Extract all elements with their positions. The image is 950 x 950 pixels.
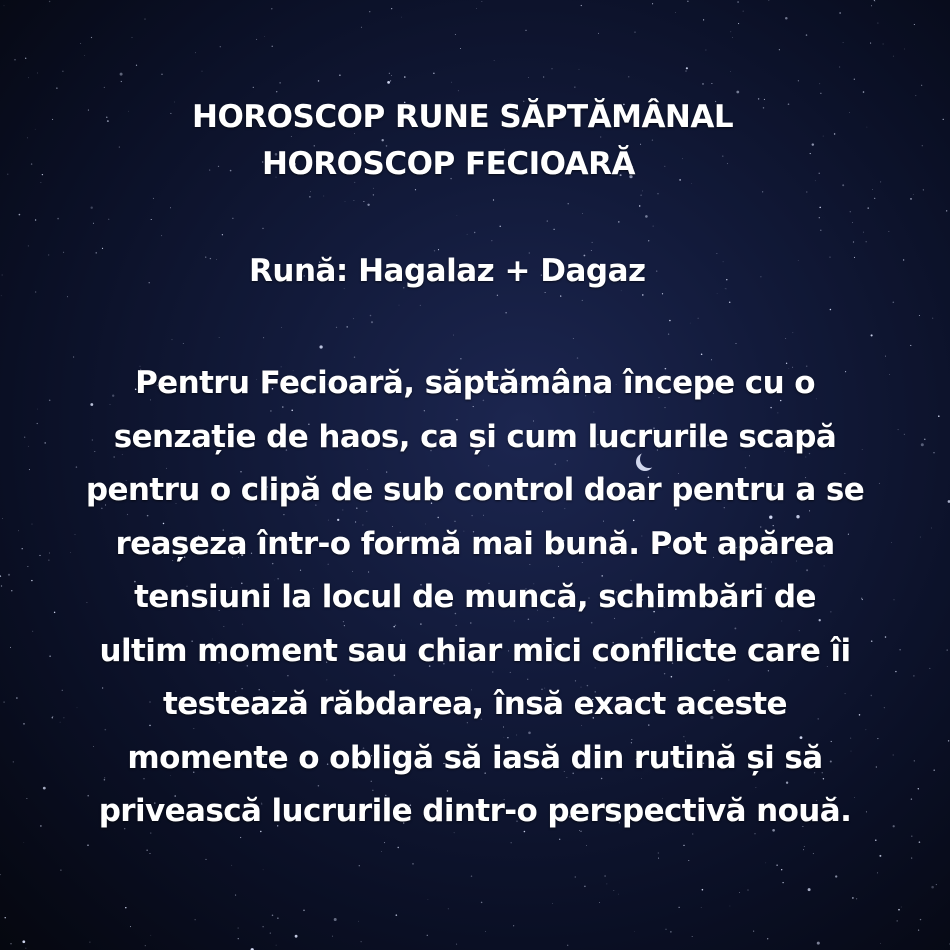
body-line: testează răbdarea, însă exact aceste bbox=[163, 686, 787, 722]
body-line: privească lucrurile dintr-o perspectivă nouă. bbox=[98, 793, 852, 829]
body-line: momente o obligă să iasă din rutină și să bbox=[127, 739, 823, 776]
title-line-1: HOROSCOP RUNE SĂPTĂMÂNAL bbox=[192, 99, 734, 135]
body-line: pentru o clipă de sub control doar pentru a se bbox=[85, 472, 865, 508]
title-line-2: HOROSCOP FECIOARĂ bbox=[262, 146, 635, 182]
body-line: Pentru Fecioară, săptămâna începe cu o bbox=[135, 365, 815, 401]
body-line: ultim moment sau chiar mici conflicte care îi bbox=[99, 632, 851, 669]
horoscope-body bbox=[20, 357, 930, 839]
rune-label: Rună: Hagalaz + Dagaz bbox=[249, 253, 646, 289]
body-line: reașeza într-o formă mai bună. Pot apărea bbox=[115, 525, 835, 562]
body-line: tensiuni la locul de muncă, schimbări de bbox=[134, 579, 816, 615]
body-line: senzație de haos, ca și cum lucrurile scapă bbox=[113, 418, 837, 455]
